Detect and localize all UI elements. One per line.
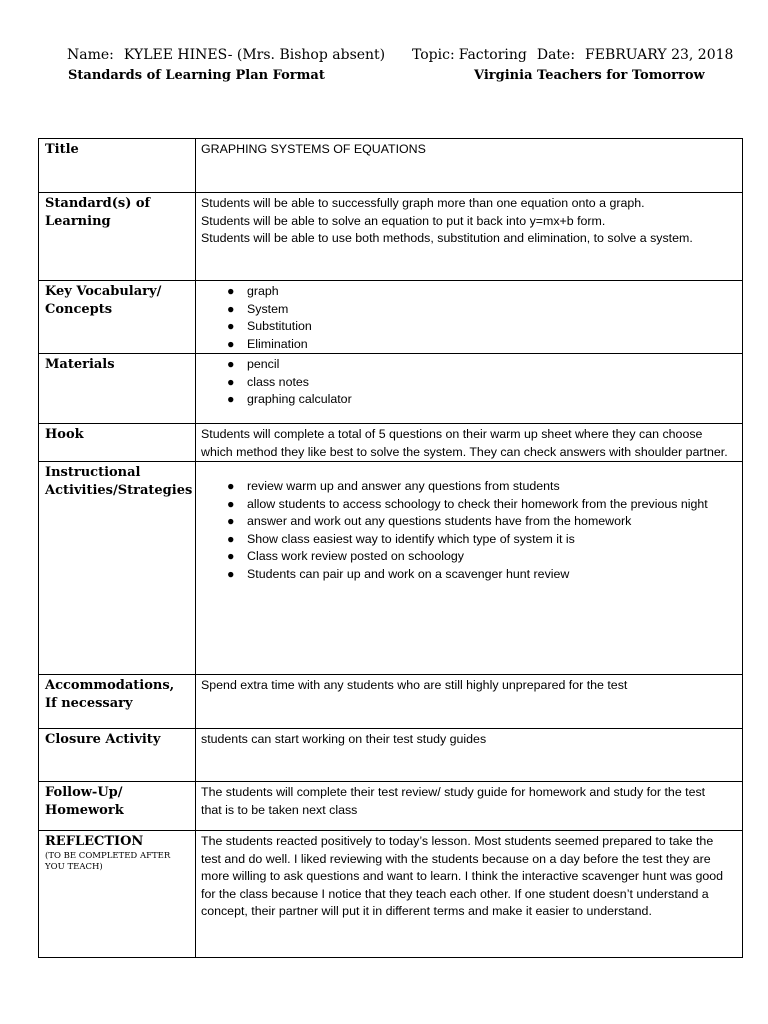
title-label: Title xyxy=(39,139,196,193)
standards-value xyxy=(196,193,743,281)
list-item: ● Substitution xyxy=(227,318,736,336)
table-row xyxy=(39,354,743,424)
bullet-icon: ● xyxy=(227,357,235,371)
list-item: ● answer and work out any questions students have from the homework xyxy=(227,513,736,531)
table-row xyxy=(39,675,743,729)
bullet-icon: ● xyxy=(227,336,235,351)
instructional-value xyxy=(196,462,743,675)
bullet-icon: ● xyxy=(227,479,235,493)
table-row xyxy=(39,462,743,675)
bullet-icon: ● xyxy=(227,301,235,316)
list-item: ● class notes xyxy=(227,374,736,392)
topic-value: Factoring xyxy=(458,47,527,63)
accommodations-value: Spend extra time with any students who are still highly unprepared for the test xyxy=(196,675,743,729)
hook-label: Hook xyxy=(39,424,196,462)
list-item: ● Elimination xyxy=(227,336,736,354)
table-row xyxy=(39,139,743,193)
list-item: ● System xyxy=(227,301,736,319)
bullet-icon: ● xyxy=(227,319,235,333)
bullet-icon: ● xyxy=(227,531,235,546)
hook-value: Students will complete a total of 5 questions on their warm up sheet where they can choose which method they like best to solve the system. They can check answers with shoulder partner. xyxy=(196,424,743,462)
org-name: Virginia Teachers for Tomorrow xyxy=(474,68,705,83)
accommodations-label: Accommodations, If necessary xyxy=(39,675,196,729)
reflection-label: REFLECTION xyxy=(45,834,144,849)
bullet-icon: ● xyxy=(227,549,235,563)
table-row xyxy=(39,782,743,831)
date-label: Date: xyxy=(536,47,576,63)
standards-line: Students will be able to use both methods, substitution and elimination, to solve a system. xyxy=(201,231,693,245)
bullet-icon: ● xyxy=(227,496,235,511)
reflection-label-cell xyxy=(39,831,196,958)
list-item: ● Show class easiest way to identify which type of system it is xyxy=(227,531,736,549)
table-row xyxy=(39,193,743,281)
topic-label: Topic: xyxy=(412,47,455,63)
name-label: Name: xyxy=(67,47,114,63)
lesson-plan-table xyxy=(38,138,743,958)
bullet-icon: ● xyxy=(227,392,235,406)
followup-value: The students will complete their test review/ study guide for homework and study for the test that is to be taken next class xyxy=(196,782,743,831)
closure-value: students can start working on their test study guides xyxy=(196,729,743,782)
header-line-1 xyxy=(67,47,385,63)
standards-label: Standard(s) of Learning xyxy=(39,193,196,281)
name-value: KYLEE HINES- (Mrs. Bishop absent) xyxy=(123,47,386,63)
list-item: ● graph xyxy=(227,283,736,301)
standards-line: Students will be able to successfully graph more than one equation onto a graph. xyxy=(201,196,645,210)
closure-label: Closure Activity xyxy=(39,729,196,782)
table-row xyxy=(39,729,743,782)
vocab-label: Key Vocabulary/ Concepts xyxy=(39,281,196,354)
bullet-icon: ● xyxy=(227,514,235,528)
list-item: ● pencil xyxy=(227,356,736,374)
reflection-sublabel: (TO BE COMPLETED AFTER YOU TEACH) xyxy=(45,851,171,872)
bullet-icon: ● xyxy=(227,566,235,581)
table-row xyxy=(39,831,743,958)
title-value: GRAPHING SYSTEMS OF EQUATIONS xyxy=(196,139,743,193)
list-item: ● Students can pair up and work on a scavenger hunt review xyxy=(227,566,736,584)
bullet-icon: ● xyxy=(227,284,235,298)
bullet-icon: ● xyxy=(227,374,235,389)
date-value: FEBRUARY 23, 2018 xyxy=(585,47,734,63)
materials-value xyxy=(196,354,743,424)
standards-line: Students will be able to solve an equation to put it back into y=mx+b form. xyxy=(201,213,606,228)
header-topic-date xyxy=(412,47,733,63)
list-item: ● Class work review posted on schoology xyxy=(227,548,736,566)
list-item: ● review warm up and answer any questions from students xyxy=(227,478,736,496)
materials-label: Materials xyxy=(39,354,196,424)
list-item: ● graphing calculator xyxy=(227,391,736,409)
reflection-value: The students reacted positively to today’s lesson. Most students seemed prepared to take the test and do well. I liked reviewing with the students because on a day before the test they are more willing to ask questions and want to learn. I think the interactive scavenger hunt was good for the class because I notice that they teach each other. If one student doesn’t understand a concept, their partner will put it in different terms and make it easier to understand. xyxy=(196,831,743,958)
table-row xyxy=(39,424,743,462)
followup-label: Follow-Up/ Homework xyxy=(39,782,196,831)
list-item: ● allow students to access schoology to check their homework from the previous night xyxy=(227,496,736,514)
vocab-value xyxy=(196,281,743,354)
format-title: Standards of Learning Plan Format xyxy=(68,68,325,83)
instructional-label: Instructional Activities/Strategies xyxy=(39,462,196,675)
table-row xyxy=(39,281,743,354)
